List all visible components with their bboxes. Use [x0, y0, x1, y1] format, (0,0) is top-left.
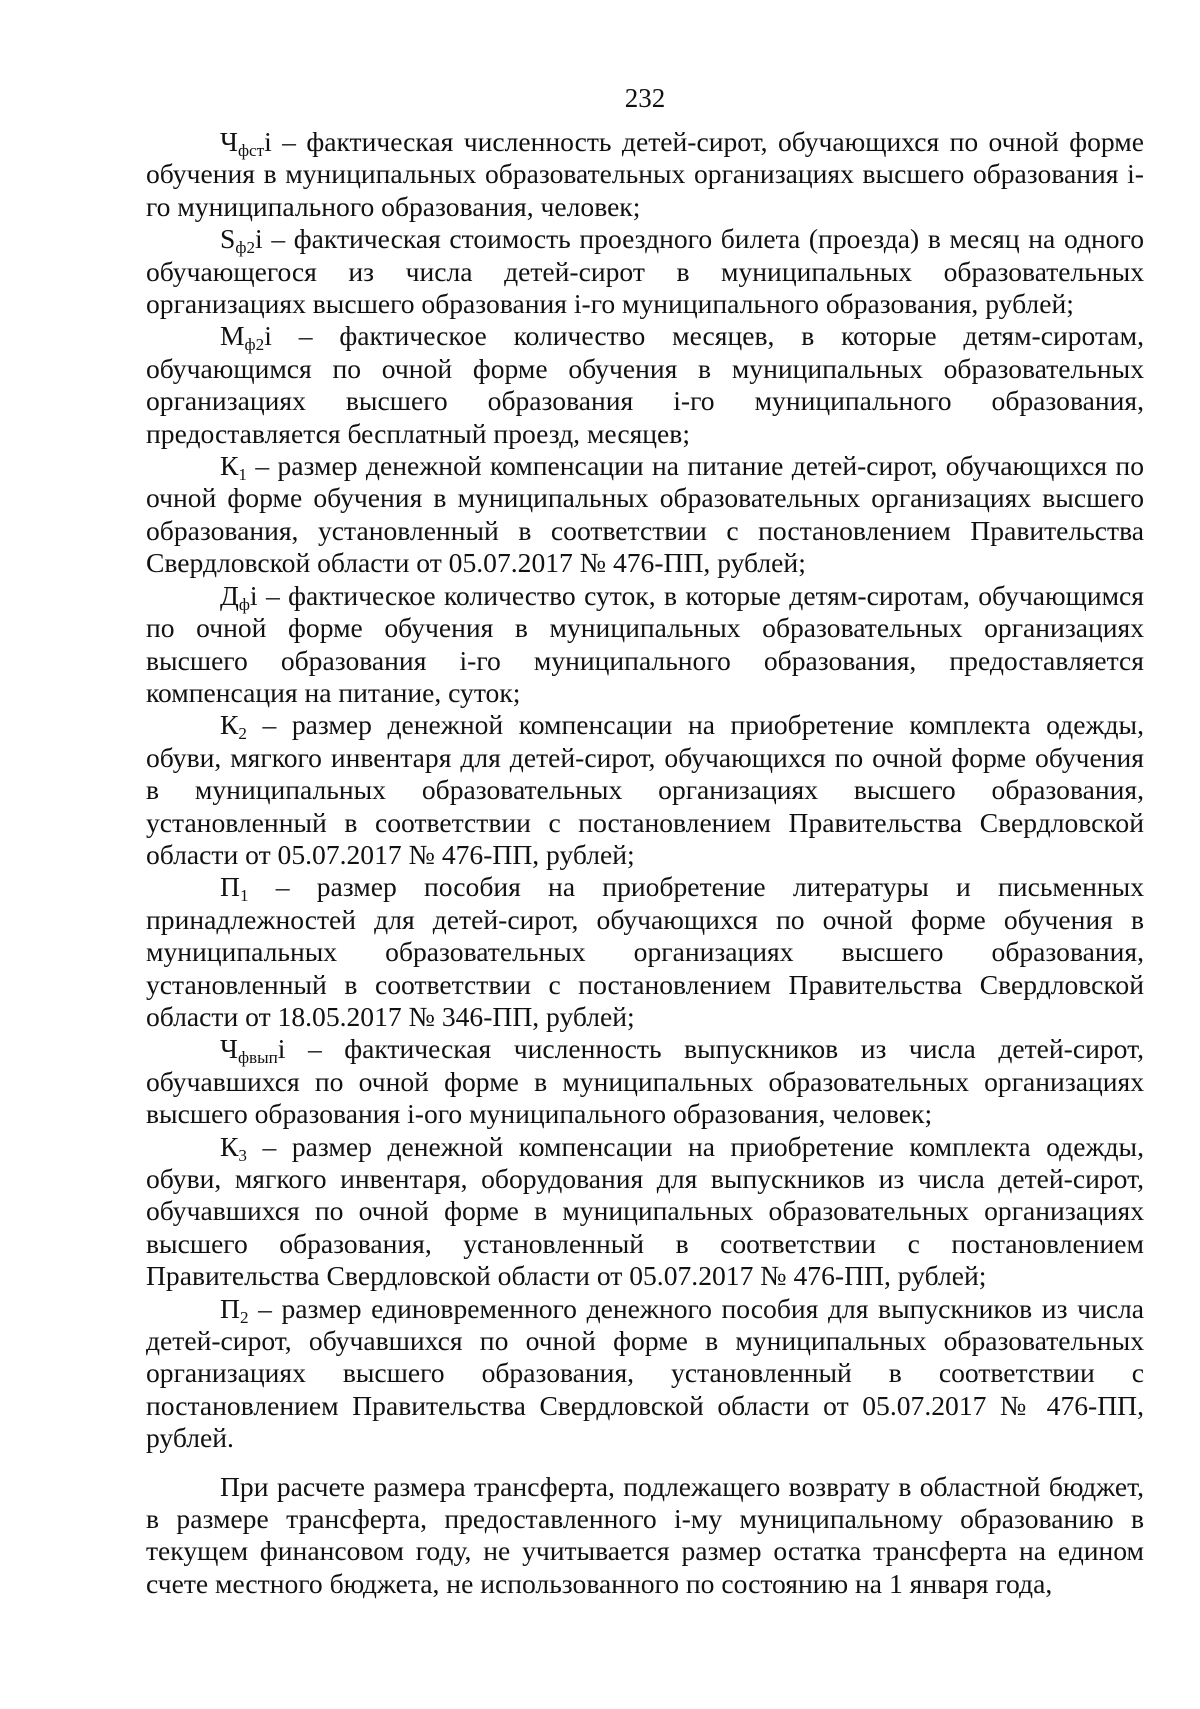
variable-term [220, 871, 249, 906]
term-index: i [255, 223, 263, 255]
term-subscript: ф [238, 594, 250, 614]
term-subscript: 2 [239, 1307, 249, 1327]
term-subscript: фст [237, 140, 265, 160]
definition-paragraph [146, 450, 1144, 580]
definition-paragraph [146, 126, 1144, 223]
term-symbol: П [220, 1292, 240, 1324]
variable-term [220, 450, 247, 484]
term-index: i [264, 320, 272, 352]
definition-text: – размер пособия на приобретение литературы и письменных принадлежностей для детей-сирот, обучающихся по очной форме обучения в муниципальных образовательных организациях высшего образования, установленный в соответствии с постановлением Правительства Свердловской области от 18.05.2017 № 346-ПП, рублей; [146, 871, 1144, 1032]
definition-text: – размер денежной компенсации на приобретение комплекта одежды, обуви, мягкого инвентаря для детей-сирот, обучающихся по очной форме обучения в муниципальных образовательных организациях высшего образования, установленный в соответствии с постановлением Правительства Свердловской области от 05.07.2017 № 476-ПП, рублей; [146, 709, 1144, 870]
term-symbol: S [220, 223, 236, 255]
term-symbol: Ч [220, 1033, 238, 1065]
term-subscript: 1 [239, 886, 249, 906]
definition-text: – фактическое количество месяцев, в которые детям-сиротам, обучающимся по очной форме обучения в муниципальных образовательных организациях высшего образования i-го муниципального образования, предоставляется бесплатный проезд, месяцев; [146, 320, 1144, 449]
body-text [146, 126, 1144, 1600]
term-subscript: фвып [237, 1048, 278, 1068]
term-subscript: 2 [238, 724, 247, 744]
term-subscript: 3 [238, 1145, 247, 1165]
definition-paragraph [146, 1033, 1144, 1130]
definition-text: – фактическое количество суток, в которые детям-сиротам, обучающимся по очной форме обучения в муниципальных образовательных организациях высшего образования i-го муниципального образования, предоставляется компенсация на питание, суток; [146, 579, 1144, 708]
definition-text: – размер денежной компенсации на питание детей-сирот, обучающихся по очной форме обучения в муниципальных образовательных организациях высшего образования, установленный в соответствии с постановлением Правительства Свердловской области от 05.07.2017 № 476-ПП, рублей; [146, 450, 1144, 579]
definition-paragraph [146, 1293, 1144, 1455]
body-paragraph: При расчете размера трансферта, подлежащего возврату в областной бюджет, в размере трансферта, предоставленного i-му муниципальному образованию в текущем финансовом году, не учитывается размер остатка трансферта на едином счете местного бюджета, не использованного по состоянию на 1 января года, [146, 1470, 1144, 1599]
variable-term [220, 223, 263, 257]
definition-text: – фактическая численность детей-сирот, обучающихся по очной форме обучения в муниципальных образовательных организациях высшего образования i-го муниципального образования, человек; [146, 126, 1144, 222]
term-symbol: Ч [220, 126, 238, 157]
variable-term [220, 709, 247, 744]
variable-term [220, 320, 272, 355]
definition-text: – размер единовременного денежного пособия для выпускников из числа детей-сирот, обучавшихся по очной форме в муниципальных образовательных организациях высшего образования, установленный в соответствии с постановлением Правительства Свердловской области от 05.07.2017 № 476-ПП, рублей. [146, 1292, 1144, 1454]
term-symbol: Д [220, 579, 239, 611]
term-symbol: П [220, 871, 240, 903]
definition-paragraph [146, 1131, 1144, 1293]
term-symbol: К [220, 1130, 239, 1162]
variable-term [220, 1130, 247, 1165]
definition-text: – фактическая численность выпускников из числа детей-сирот, обучавшихся по очной форме в муниципальных образовательных организациях высшего образования i-ого муниципального образования, человек; [146, 1033, 1144, 1130]
definition-paragraph [146, 223, 1144, 320]
definition-paragraph [146, 580, 1144, 710]
definition-paragraph [146, 320, 1144, 450]
variable-term [220, 1292, 249, 1327]
term-index: i [264, 126, 272, 157]
term-subscript: ф2 [235, 238, 256, 257]
term-symbol: К [220, 450, 239, 482]
term-index: i [249, 579, 258, 611]
definition-text: – фактическая стоимость проездного билета (проезда) в месяц на одного обучающегося из числа детей-сирот в муниципальных образовательных организациях высшего образования i-го муниципального образования, рублей; [146, 223, 1144, 320]
term-index: i [277, 1033, 286, 1065]
definition-paragraph [146, 709, 1144, 871]
definition-text: – размер денежной компенсации на приобретение комплекта одежды, обуви, мягкого инвентаря, оборудования для выпускников из числа детей-сирот, обучавшихся по очной форме в муниципальных образовательных организациях высшего образования, установленный в соответствии с постановлением Правительства Свердловской области от 05.07.2017 № 476-ПП, рублей; [146, 1130, 1144, 1292]
variable-term [220, 1033, 286, 1068]
term-subscript: 1 [238, 464, 247, 484]
variable-term [220, 126, 272, 160]
page-number: 232 [624, 83, 666, 113]
term-symbol: К [220, 709, 239, 741]
variable-term [220, 579, 258, 614]
term-symbol: М [220, 320, 245, 352]
definition-paragraph [146, 871, 1144, 1033]
term-subscript: ф2 [244, 335, 265, 355]
